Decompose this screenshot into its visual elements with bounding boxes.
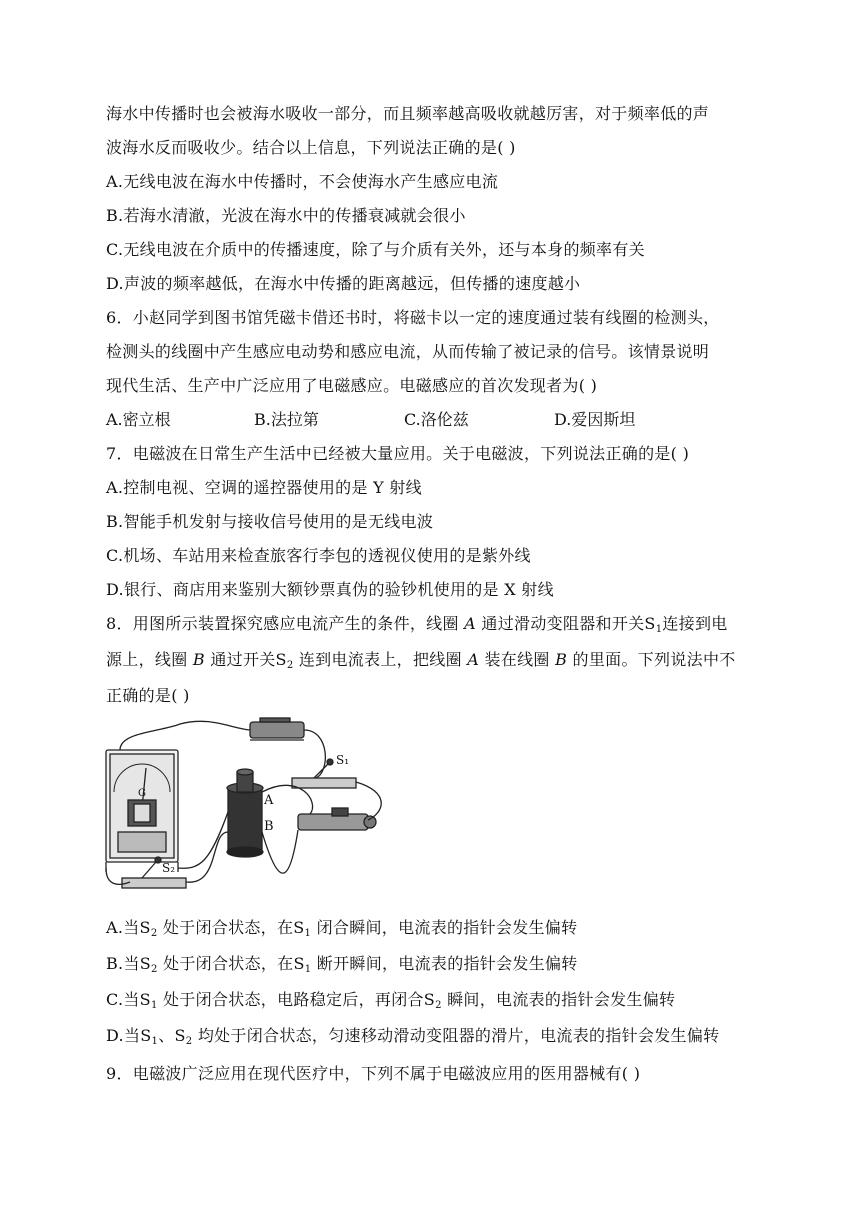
q7-option-a: A.控制电视、空调的遥控器使用的是 Y 射线 <box>106 478 422 497</box>
switch-s1-label: S₁ <box>336 753 350 767</box>
induction-apparatus-figure <box>100 712 390 902</box>
coil-a-label: A <box>264 793 274 808</box>
q8-stem-line-1: 8．用图所示装置探究感应电流产生的条件，线圈 A 通过滑动变阻器和开关$S_1$连接到电 <box>106 614 728 635</box>
q6-stem-line-2: 检测头的线圈中产生感应电动势和感应电流，从而传输了被记录的信号。该情景说明 <box>106 342 710 361</box>
q6-stem-line-3: 现代生活、生产中广泛应用了电磁感应。电磁感应的首次发现者为( ) <box>106 376 598 395</box>
q7-option-d: D.银行、商店用来鉴别大额钞票真伪的验钞机使用的是 X 射线 <box>106 580 554 599</box>
q6-stem-line-1: 6．小赵同学到图书馆凭磁卡借还书时，将磁卡以一定的速度通过装有线圈的检测头， <box>106 308 720 327</box>
q6-option-a: A.密立根 <box>106 410 171 429</box>
q8-stem-line-3: 正确的是( ) <box>106 686 190 705</box>
q8-option-c: C.当$S_1$ 处于闭合状态，电路稳定后，再闭合$S_2$ 瞬间，电流表的指针会发生偏转 <box>106 990 676 1011</box>
q7-option-c: C.机场、车站用来检查旅客行李包的透视仪使用的是紫外线 <box>106 546 531 565</box>
q5-option-d: D.声波的频率越低，在海水中传播的距离越远，但传播的速度越小 <box>106 274 581 293</box>
q5-option-c: C.无线电波在介质中的传播速度，除了与介质有关外，还与本身的频率有关 <box>106 240 645 259</box>
q7-stem: 7．电磁波在日常生产生活中已经被大量应用。关于电磁波，下列说法正确的是( ) <box>106 444 690 463</box>
q5-option-b: B.若海水清澈，光波在海水中的传播衰减就会很小 <box>106 206 466 225</box>
switch-s2-label: S₂ <box>162 861 176 875</box>
q8-option-b: B.当$S_2$ 处于闭合状态，在$S_1$ 断开瞬间，电流表的指针会发生偏转 <box>106 954 578 975</box>
q5-stem-line-2: 波海水反而吸收少。结合以上信息，下列说法正确的是( ) <box>106 138 516 157</box>
q8-option-a: A.当$S_2$ 处于闭合状态，在$S_1$ 闭合瞬间，电流表的指针会发生偏转 <box>106 918 578 939</box>
q9-stem: 9．电磁波广泛应用在现代医疗中，下列不属于电磁波应用的医用器械有( ) <box>106 1064 641 1083</box>
q6-option-d: D.爱因斯坦 <box>554 410 636 429</box>
q6-options <box>106 410 766 430</box>
q7-option-b: B.智能手机发射与接收信号使用的是无线电波 <box>106 512 434 531</box>
q5-option-a: A.无线电波在海水中传播时，不会使海水产生感应电流 <box>106 172 499 191</box>
galvanometer-label: G <box>138 788 146 799</box>
q5-stem-line-1: 海水中传播时也会被海水吸收一部分，而且频率越高吸收就越厉害，对于频率低的声 <box>106 104 710 123</box>
q6-option-c: C.洛伦兹 <box>404 410 469 429</box>
q6-option-b: B.法拉第 <box>254 410 319 429</box>
q8-option-d: D.当$S_1$、$S_2$ 均处于闭合状态，匀速移动滑动变阻器的滑片，电流表的指针会发生偏转 <box>106 1026 720 1047</box>
coil-b-label: B <box>264 819 274 834</box>
q8-stem-line-2: 源上，线圈 B 通过开关$S_2$ 连到电流表上，把线圈 A 装在线圈 B 的里面。下列说法中不 <box>106 650 736 671</box>
